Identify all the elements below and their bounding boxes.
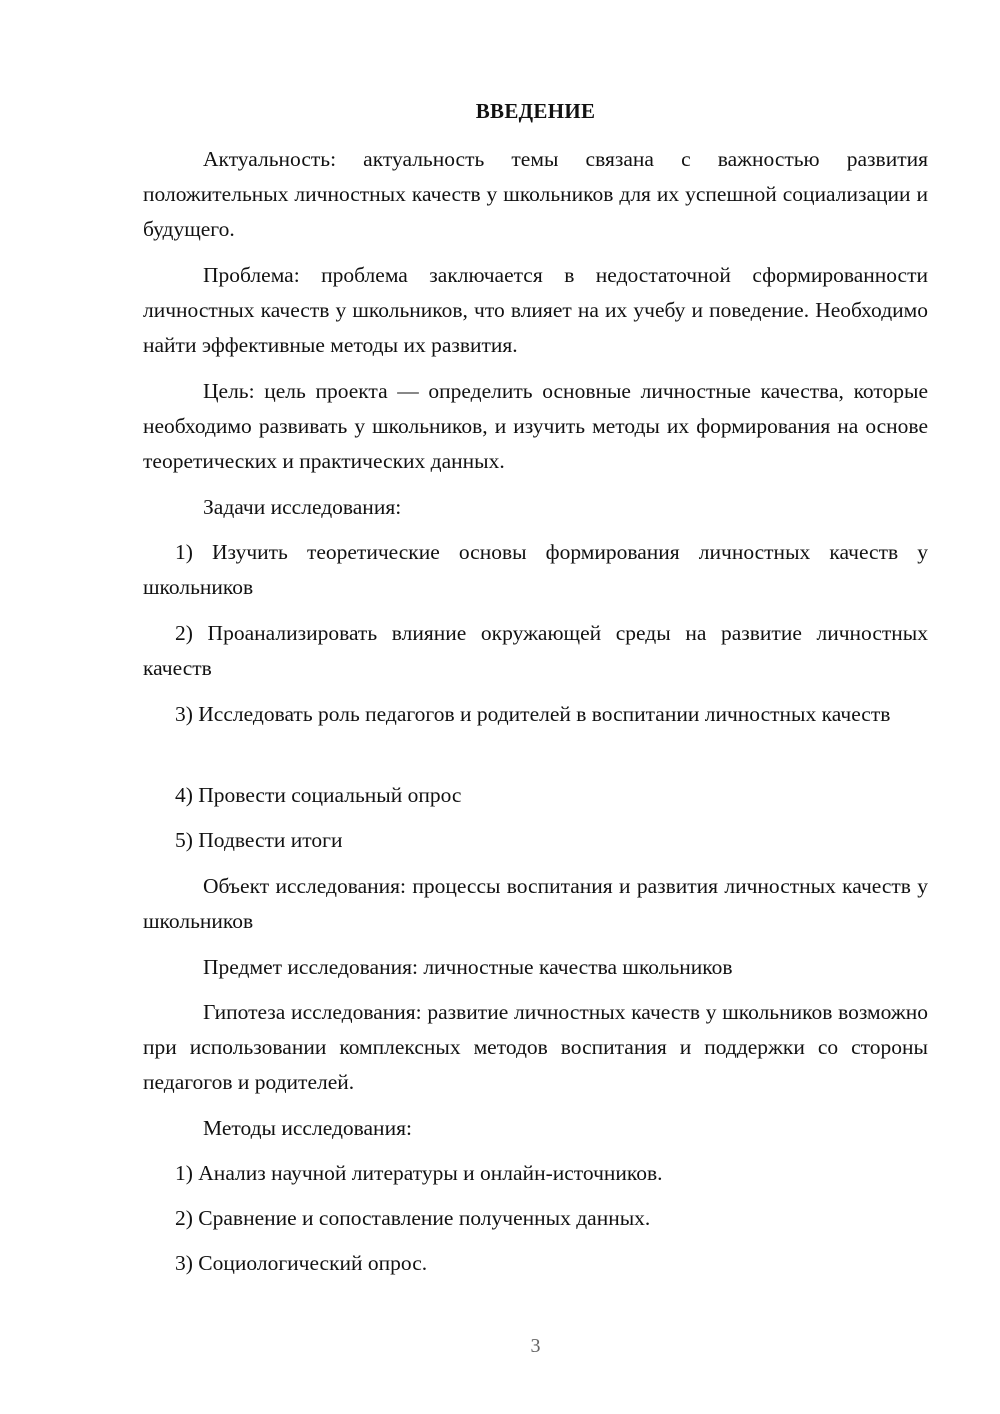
task-item: 2) Проанализировать влияние окружающей среды на развитие личностных качеств [143,621,928,680]
object-paragraph: Объект исследования: процессы воспитания и развития личностных качеств у школьников [143,874,928,933]
problem-paragraph: Проблема: проблема заключается в недостаточной сформированности личностных качеств у школьников, что влияет на их учебу и поведение. Необходимо найти эффективные методы их развития. [143,263,928,357]
relevance-paragraph: Актуальность: актуальность темы связана с важностью развития положительных личностных качеств у школьников для их успешной социализации и будущего. [143,147,928,241]
task-item: 3) Исследовать роль педагогов и родителей в воспитании личностных качеств [175,702,891,726]
subject-paragraph: Предмет исследования: личностные качества школьников [203,955,733,979]
hypothesis-paragraph: Гипотеза исследования: развитие личностных качеств у школьников возможно при использовании комплексных методов воспитания и поддержки со стороны педагогов и родителей. [143,1000,928,1094]
method-item: 1) Анализ научной литературы и онлайн-источников. [175,1161,663,1185]
task-item: 1) Изучить теоретические основы формирования личностных качеств у школьников [143,540,928,599]
page-number: 3 [530,1335,541,1357]
task-item: 5) Подвести итоги [175,828,343,852]
method-item: 2) Сравнение и сопоставление полученных данных. [175,1206,651,1230]
document-page [143,0,928,1414]
section-title: ВВЕДЕНИЕ [475,99,596,123]
goal-paragraph: Цель: цель проекта — определить основные личностные качества, которые необходимо развивать у школьников, и изучить методы их формирования на основе теоретических и практических данных. [143,379,928,473]
methods-heading: Методы исследования: [203,1116,412,1140]
task-item: 4) Провести социальный опрос [175,783,462,807]
method-item: 3) Социологический опрос. [175,1251,428,1275]
tasks-heading: Задачи исследования: [203,495,402,519]
